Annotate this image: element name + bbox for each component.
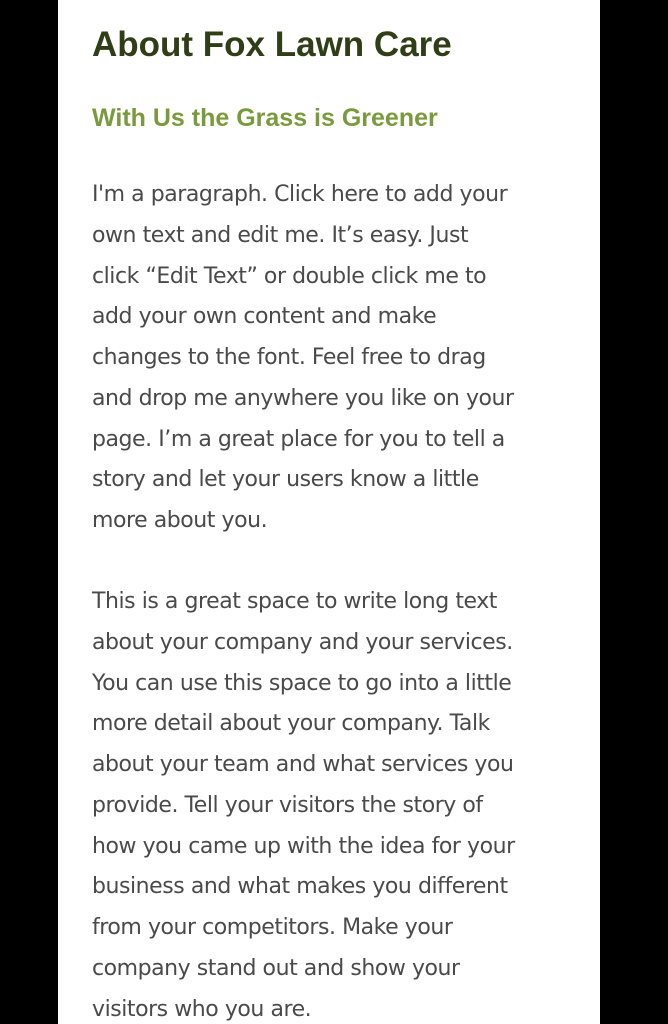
paragraph-line: page. I’m a great place for you to tell a — [92, 426, 505, 452]
paragraph-line: changes to the font. Feel free to drag — [92, 345, 486, 370]
paragraph-line: click “Edit Text” or double click me to — [92, 263, 487, 289]
paragraph-line: add your own content and make — [92, 304, 437, 330]
paragraph-line: This is a great space to write long text — [92, 589, 497, 614]
paragraph-line: own text and edit me. It’s easy. Just — [92, 222, 469, 248]
paragraph-line: and drop me anywhere you like on your — [92, 385, 514, 411]
paragraph-line: about your team and what services you — [92, 752, 514, 777]
paragraph-line: more about you. — [92, 508, 268, 533]
paragraph-intro — [92, 175, 552, 542]
paragraph-line: how you came up with the idea for your — [92, 833, 515, 859]
paragraph-line: I'm a paragraph. Click here to add your — [92, 182, 508, 207]
paragraph-line: about your company and your services. — [92, 629, 513, 655]
paragraph-line: company stand out and show your — [92, 955, 460, 981]
paragraph-line: provide. Tell your visitors the story of — [92, 792, 483, 818]
paragraph-line: more detail about your company. Talk — [92, 711, 490, 737]
paragraph-company — [92, 582, 552, 1024]
paragraph-line: story and let your users know a little — [92, 467, 479, 493]
paragraph-line: from your competitors. Make your — [92, 915, 453, 940]
paragraph-line: visitors who you are. — [92, 996, 312, 1022]
about-section — [58, 0, 600, 1024]
paragraph-line: You can use this space to go into a little — [92, 670, 512, 696]
page-title: About Fox Lawn Care — [92, 25, 452, 64]
page-subtitle: With Us the Grass is Greener — [92, 104, 438, 132]
paragraph-line: business and what makes you different — [92, 874, 508, 900]
